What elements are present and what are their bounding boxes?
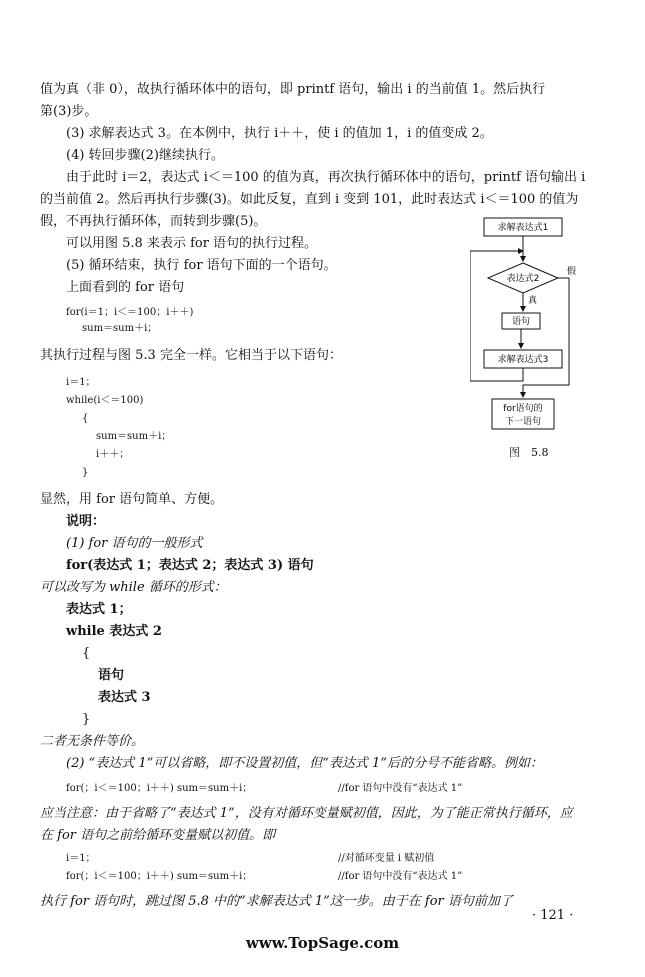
- text-line: 说明：: [66, 514, 106, 529]
- figure-caption: 图 5.8: [509, 446, 549, 459]
- text-line: 在 for 语句之前给循环变量赋以初值。即: [40, 828, 276, 843]
- text-line: 执行 for 语句时，跳过图 5.8 中的“求解表达式 1”这一步。由于在 for 语句前加了: [40, 894, 513, 909]
- text-line: 可以改写为 while 循环的形式：: [40, 580, 227, 595]
- decision-label: 表达式2: [506, 274, 540, 284]
- text-line: 应当注意：由于省略了“表达式 1”，没有对循环变量赋初值，因此，为了能正常执行循环，应: [40, 806, 573, 821]
- text-line: 的当前值 2。然后再执行步骤(3)。如此反复，直到 i 变到 101，此时表达式 i＜＝100 的值为: [40, 192, 579, 207]
- text-line: i＝1；: [66, 853, 96, 864]
- text-line: //for 语句中没有“表达式 1”: [338, 783, 463, 794]
- text-line: {: [82, 413, 89, 424]
- page-number: · 121 ·: [532, 908, 574, 923]
- text-line: 语句: [98, 668, 125, 683]
- text-line: 上面看到的 for 语句: [66, 280, 185, 295]
- box-next-line1: for语句的: [503, 404, 543, 414]
- text-line: 可以用图 5.8 来表示 for 语句的执行过程。: [66, 236, 318, 251]
- text-line: (1) for 语句的一般形式: [66, 536, 203, 551]
- text-line: 表达式 1；: [66, 602, 132, 617]
- text-line: (2) “表达式 1”可以省略，即不设置初值，但“表达式 1”后的分号不能省略。例如：: [66, 756, 543, 771]
- text-line: 表达式 3: [98, 690, 151, 705]
- text-line: 值为真（非 0），故执行循环体中的语句，即 printf 语句，输出 i 的当前值 1。然后执行: [40, 82, 546, 97]
- box-step-label: 求解表达式3: [497, 355, 549, 365]
- text-line: for(；i＜＝100；i＋＋) sum＝sum＋i；: [66, 783, 253, 794]
- text-line: 由于此时 i＝2，表达式 i＜＝100 的值为真，再次执行循环体中的语句，printf 语句输出 i: [66, 170, 586, 185]
- text-line: for(；i＜＝100；i＋＋) sum＝sum＋i；: [66, 871, 253, 882]
- text-line: i＝1；: [66, 377, 96, 388]
- text-line: for(表达式 1；表达式 2；表达式 3) 语句: [66, 558, 314, 573]
- text-line: 其执行过程与图 5.3 完全一样。它相当于以下语句：: [40, 348, 342, 363]
- text-line: 假，不再执行循环体，而转到步骤(5)。: [40, 214, 267, 229]
- footer-url: www.TopSage.com: [245, 934, 400, 952]
- text-line: while(i＜＝100): [66, 395, 144, 406]
- text-line: (4) 转回步骤(2)继续执行。: [66, 148, 224, 163]
- text-line: {: [82, 646, 91, 661]
- true-label: 真: [528, 296, 538, 306]
- text-line: //对循环变量 i 赋初值: [338, 853, 435, 864]
- text-line: }: [82, 467, 89, 478]
- for-flowchart: [470, 215, 582, 439]
- box-next-line2: 下一语句: [504, 417, 542, 427]
- box-init-label: 求解表达式1: [497, 223, 549, 233]
- text-line: 二者无条件等价。: [40, 734, 145, 749]
- text-line: 第(3)步。: [40, 104, 98, 119]
- text-line: sum＝sum＋i；: [82, 323, 158, 334]
- text-line: sum＝sum＋i；: [96, 431, 172, 442]
- text-line: i＋＋；: [96, 449, 130, 460]
- box-stmt-label: 语句: [511, 317, 531, 327]
- text-line: 显然，用 for 语句简单、方便。: [40, 492, 224, 507]
- text-line: (3) 求解表达式 3。在本例中，执行 i＋＋，使 i 的值加 1，i 的值变成 2。: [66, 126, 493, 141]
- text-line: (5) 循环结束，执行 for 语句下面的一个语句。: [66, 258, 337, 273]
- text-line: while 表达式 2: [66, 624, 162, 639]
- text-line: //for 语句中没有“表达式 1”: [338, 871, 463, 882]
- text-line: }: [82, 712, 91, 727]
- text-line: for(i＝1；i＜＝100；i＋＋): [66, 307, 194, 318]
- false-label: 假: [567, 267, 577, 277]
